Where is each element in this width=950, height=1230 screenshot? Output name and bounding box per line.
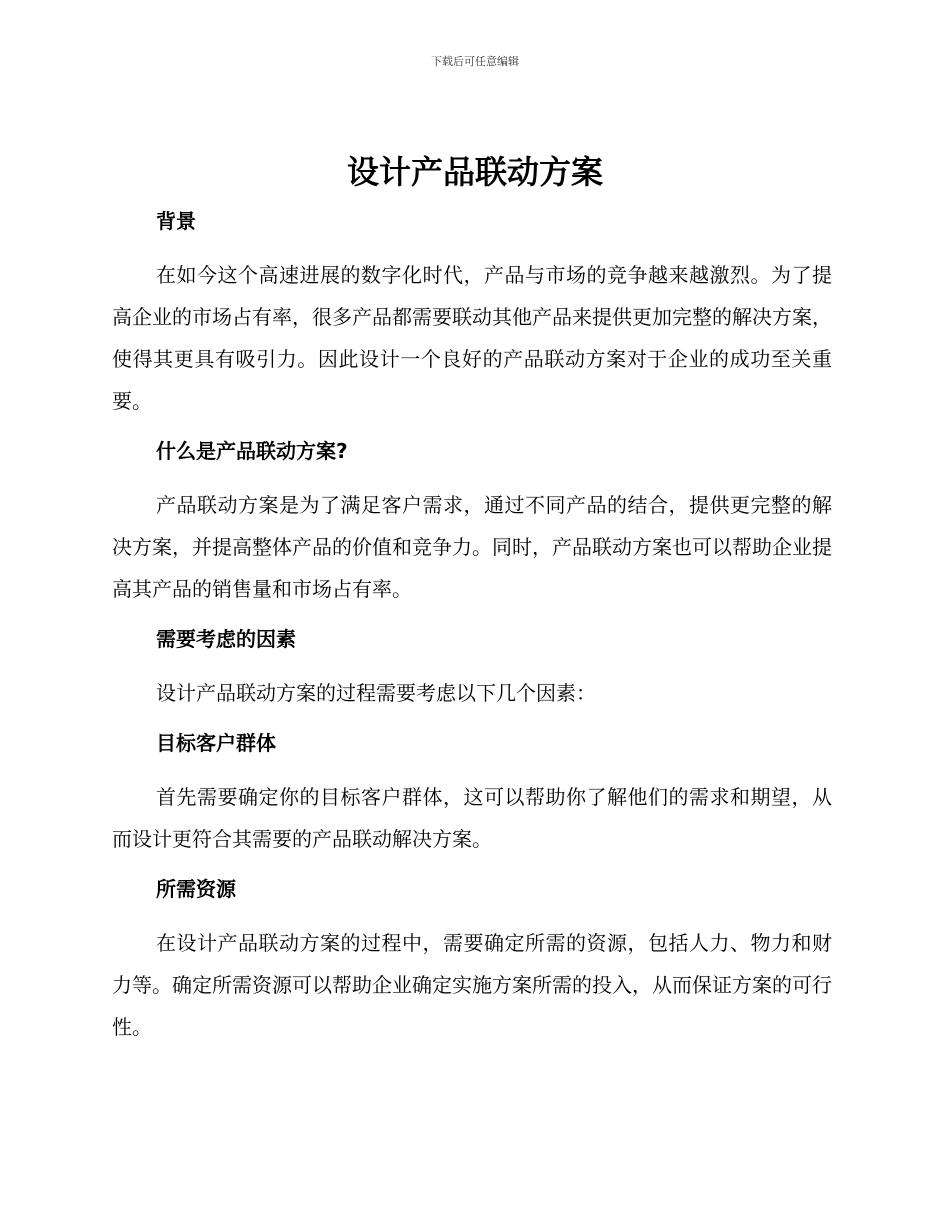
section-heading-target-customers: 目标客户群体 — [156, 731, 276, 755]
document-title: 设计产品联动方案 — [346, 153, 603, 191]
section-paragraph-background: 在如今这个高速进展的数字化时代，产品与市场的竞争越来越激烈。为了提高企业的市场占有率，很多产品都需要联动其他产品来提供更加完整的解决方案，使得其更具有吸引力。因此设计一个良好的产品联动方案对于企业的成功至关重要。 — [112, 263, 832, 413]
section-heading-factors: 需要考虑的因素 — [156, 627, 296, 651]
header-note: 下载后可任意编辑 — [431, 55, 519, 68]
document-body — [112, 202, 832, 1048]
section-heading-resources: 所需资源 — [156, 877, 236, 901]
section-heading-background: 背景 — [156, 209, 196, 233]
section-heading-definition: 什么是产品联动方案? — [156, 439, 348, 463]
section-paragraph-definition: 产品联动方案是为了满足客户需求，通过不同产品的结合，提供更完整的解决方案，并提高整体产品的价值和竞争力。同时，产品联动方案也可以帮助企业提高其产品的销售量和市场占有率。 — [112, 493, 832, 601]
section-paragraph-target-customers: 首先需要确定你的目标客户群体，这可以帮助你了解他们的需求和期望，从而设计更符合其需要的产品联动解决方案。 — [112, 785, 832, 851]
section-paragraph-factors: 设计产品联动方案的过程需要考虑以下几个因素： — [156, 681, 596, 705]
section-paragraph-resources: 在设计产品联动方案的过程中，需要确定所需的资源，包括人力、物力和财力等。确定所需资源可以帮助企业确定实施方案所需的投入，从而保证方案的可行性。 — [112, 931, 832, 1039]
